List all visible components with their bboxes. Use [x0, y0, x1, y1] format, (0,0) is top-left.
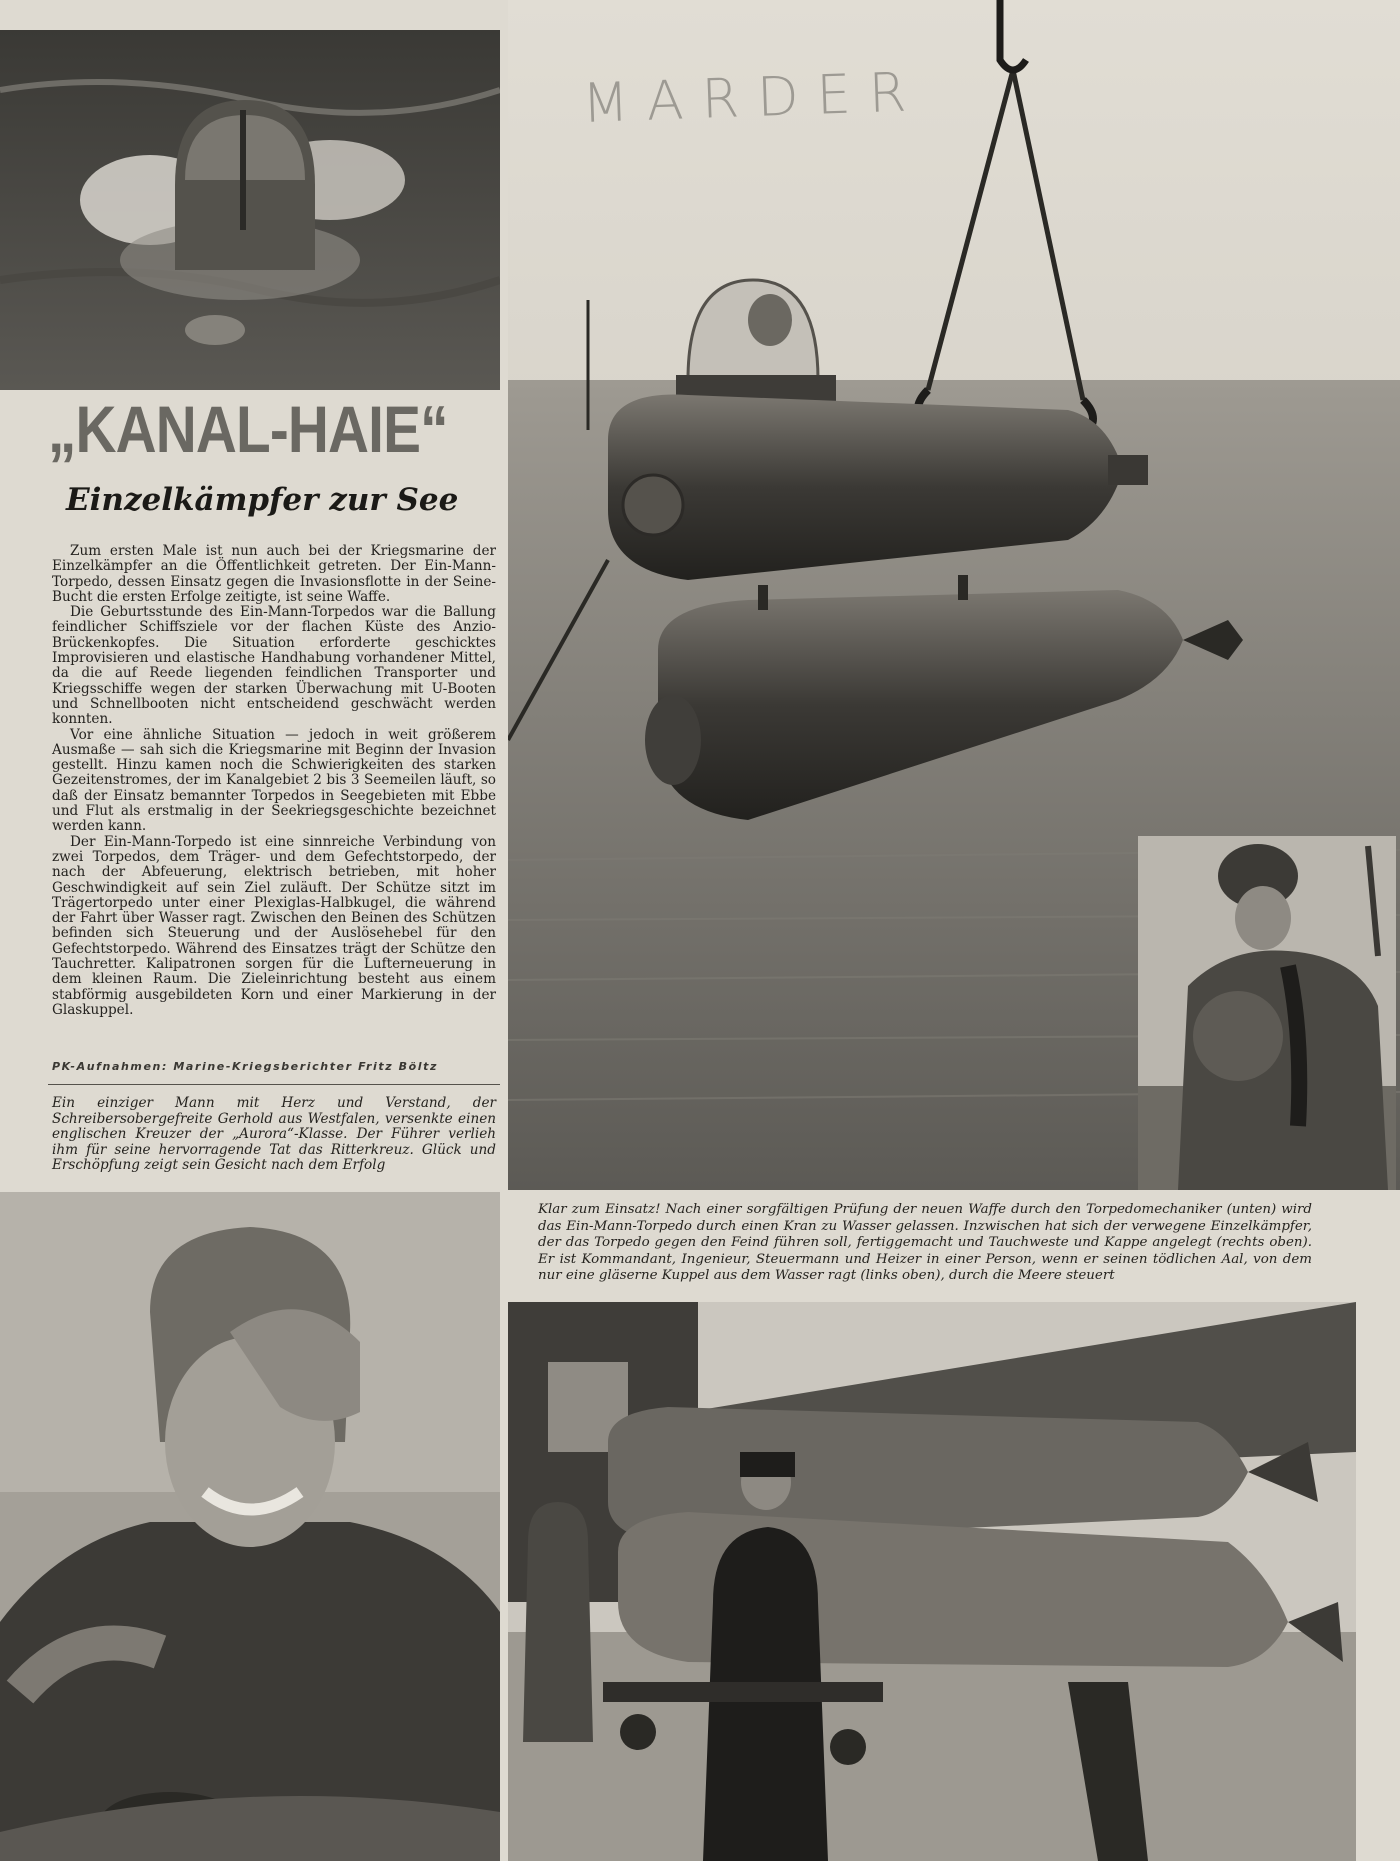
main-caption: Klar zum Einsatz! Nach einer sorgfältigen Prüfung der neuen Waffe durch den Torpedomechaniker (unten) wird das Ein-Mann-Torpedo durch einen Kran zu Wasser gelassen. Inzwischen hat sich der verwegene Einzelkämpfer, der das Torpedo gegen den Feind führen soll, fertiggemacht und Tauchweste und Kappe angelegt (rechts oben). Er ist Kommandant, Ingenieur, Steuermann und Heizer in einer Person, wenn er seinen tödlichen Aal, von dem nur eine gläserne Kuppel aus dem Wasser ragt (links oben), durch die Meere steuert: [538, 1202, 1312, 1284]
subheadline: Einzelkämpfer zur See: [66, 482, 459, 518]
portrait-caption: Ein einziger Mann mit Herz und Verstand, der Schreibersobergefreite Gerhold aus Westfalen, versenkte einen englischen Kreuzer der „Aurora“-Klasse. Der Führer verlieh ihm für seine hervorragende Tat das Ritterkreuz. Glück und Erschöpfung zeigt sein Gesicht nach dem Erfolg: [52, 1095, 496, 1174]
paragraph: Vor eine ähnliche Situation — jedoch in weit größerem Ausmaße — sah sich die Kriegsmarine mit Beginn der Invasion gestellt. Hinzu kamen noch die Schwierigkeiten des starken Gezeitenstromes, der im Kanalgebiet 2 bis 3 Seemeilen läuft, so daß der Einsatz bemannter Torpedos in Seegebieten mit Ebbe und Flut als erstmalig in der Seekriegsgeschichte bezeichnet werden kann.: [52, 726, 496, 835]
headline: „KANAL-HAIE“: [48, 392, 448, 466]
paragraph: Zum ersten Male ist nun auch bei der Kriegsmarine der Einzelkämpfer an die Öffentlichkeit getreten. Der Ein-Mann-Torpedo, dessen Einsatz gegen die Invasionsflotte in der Seine-Bucht die ersten Erfolge zeitigte, ist seine Waffe.: [52, 543, 496, 605]
divider: [48, 1084, 500, 1085]
article-body: [52, 544, 496, 1018]
photo-credit: PK-Aufnahmen: Marine-Kriegsberichter Fritz Böltz: [52, 1060, 439, 1073]
photo-sailor-portrait: [0, 1192, 500, 1861]
photo-diver-gear: [1138, 836, 1396, 1190]
photo-dome-in-water: [0, 30, 500, 390]
handwritten-annotation: MARDER: [581, 60, 926, 135]
paragraph: Der Ein-Mann-Torpedo ist eine sinnreiche Verbindung von zwei Torpedos, dem Träger- und dem Gefechtstorpedo, der nach der Abfeuerung, elektrisch betrieben, mit hoher Geschwindigkeit auf sein Ziel zuläuft. Der Schütze sitzt im Trägertorpedo unter einer Plexiglas-Halbkugel, die während der Fahrt über Wasser ragt. Zwischen den Beinen des Schützen befinden sich Steuerung und der Auslösehebel für den Gefechtstorpedo. Während des Einsatzes trägt der Schütze den Tauchretter. Kalipatronen sorgen für die Lufterneuerung in dem kleinen Raum. Die Zieleinrichtung besteht aus einem stabförmig ausgebildeten Korn und einer Markierung in der Glaskuppel.: [52, 833, 496, 1018]
paragraph: Die Geburtsstunde des Ein-Mann-Torpedos war die Ballung feindlicher Schiffsziele vor der flachen Küste des Anzio-Brückenkopfes. Die Situation erforderte geschicktes Improvisieren und elastische Handhabung vorhandener Mittel, da die auf Reede liegenden feindlichen Transporter und Kriegsschiffe wegen der starken Überwachung mit U-Booten und Schnellbooten nicht entscheidend geschwächt werden konnten.: [52, 604, 496, 728]
photo-mechanics-torpedo: [508, 1302, 1356, 1861]
